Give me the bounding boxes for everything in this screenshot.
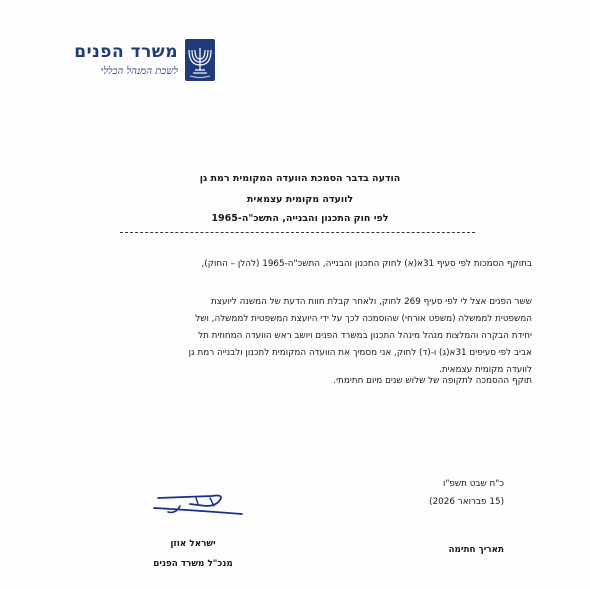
paragraph-2: [100, 294, 532, 379]
paragraph-line: ששר הפנים אצל לי לפי סעיף 269 לחוק, ולאחר קבלת חוות הדעת של המשנה ליועצת: [210, 297, 532, 307]
paragraph-3: [100, 373, 532, 390]
paragraph-line: תוקף ההסמכה לתקופה של שלוש שנים מיום חתימתי.: [333, 376, 532, 386]
menorah-emblem-icon: [184, 38, 216, 82]
signer-role: מנכ"ל משרד הפנים: [153, 559, 233, 569]
handwritten-signature: [150, 486, 250, 522]
signer-name: ישראל אוזן: [170, 539, 216, 549]
heading-line-3: לפי חוק התכנון והבנייה, התשכ"ה-1965: [211, 213, 389, 224]
paragraph-line: יחידת הבקרה והמלצות מנהל מינהל התכנון במשרד הפנים ויושב ראש הוועדה המחוזית תל: [198, 331, 532, 341]
signing-date-label: תאריך חתימה: [448, 545, 504, 555]
gregorian-date: (15 פברואר 2026): [429, 497, 504, 507]
paragraph-1: [100, 256, 532, 273]
heading-line-1: הודעה בדבר הסמכת הוועדה המקומית רמת גן: [199, 173, 401, 184]
paragraph-line: לוועדה מקומית עצמאית.: [439, 365, 532, 375]
org-subtitle: לשכת המנהל הכללי: [100, 66, 178, 77]
paragraph-line: בתוקף הסמכות לפי סעיף 31א(א) לחוק התכנון והבנייה, התשכ"ה-1965 (להלן – החוק),: [201, 259, 532, 269]
heading-line-2: לוועדה מקומית עצמאית: [246, 194, 354, 205]
letterhead: [36, 38, 216, 88]
date-block: [429, 475, 504, 511]
dashed-divider: [120, 232, 475, 233]
hebrew-date: כ"ח שבט תשפ"ו: [442, 479, 504, 489]
org-name: משרד הפנים: [74, 42, 178, 62]
paragraph-line: אביב לפי סעיפים 31א(ג) ו-(ד) לחוק, אני מסמיך את הוועדה המקומית לתכנון ולבנייה רמת גן: [188, 348, 532, 358]
paragraph-line: המשפטית לממשלה (משפט אורחי) שהוסמכה לכך על ידי היועצת המשפטית לממשלה, ושל: [195, 314, 532, 324]
